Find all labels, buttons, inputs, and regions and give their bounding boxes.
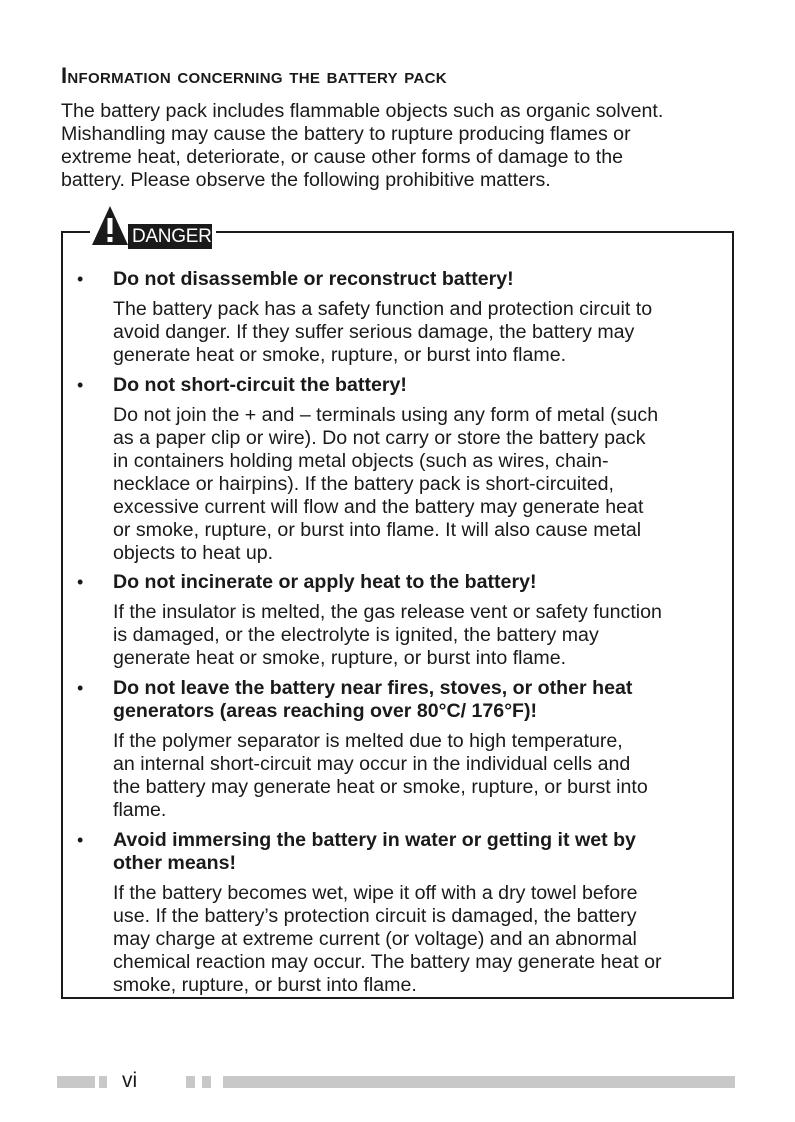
bullet: • (77, 572, 84, 592)
footer-bar-mid-1 (186, 1076, 195, 1088)
bullet: • (77, 269, 84, 289)
danger-text: DANGER (128, 224, 212, 249)
footer-bar-left-small (99, 1076, 107, 1088)
footer-bar-mid-2 (202, 1076, 211, 1088)
item-body: If the polymer separator is melted due to high temperature, an internal short-circuit may occur in the individual cells and the battery may generate heat or smoke, rupture, or burst into flame. (113, 730, 648, 821)
item-body: If the battery becomes wet, wipe it off with a dry towel before use. If the battery’s protection circuit is damaged, the battery may charge at extreme current (or voltage) and an abnormal chemical reaction may occur. The battery may generate heat or smoke, rupture, or burst into flame. (113, 882, 662, 996)
intro-paragraph: The battery pack includes flammable objects such as organic solvent. Mishandling may cause the battery to rupture producing flames or extreme heat, deteriorate, or cause other forms of damage to the battery. Please observe the following prohibitive matters. (61, 100, 664, 191)
danger-label (90, 205, 216, 247)
item-heading: Do not incinerate or apply heat to the battery! (113, 571, 537, 593)
item-heading: Do not leave the battery near fires, stoves, or other heat generators (areas reaching over 80°C/ 176°F)! (113, 677, 633, 722)
footer-bar-left (57, 1076, 95, 1088)
item-body: If the insulator is melted, the gas release vent or safety function is damaged, or the electrolyte is ignited, the battery may generate heat or smoke, rupture, or burst into flame. (113, 601, 662, 669)
section-title: Information concerning the battery pack (61, 63, 447, 88)
bullet: • (77, 375, 84, 395)
page-number: vi (122, 1069, 138, 1092)
item-heading: Do not disassemble or reconstruct battery! (113, 268, 514, 290)
item-body: Do not join the + and – terminals using any form of metal (such as a paper clip or wire). Do not carry or store the battery pack in containers holding metal objects (such as wires, chain- necklace or hairpins). If the battery pack is short-circuited, excessive current will flow and the battery may generate heat or smoke, rupture, or burst into flame. It will also cause metal objects to heat up. (113, 404, 659, 564)
bullet: • (77, 830, 84, 850)
bullet: • (77, 678, 84, 698)
footer-bar-right (223, 1076, 735, 1088)
item-heading: Avoid immersing the battery in water or getting it wet by other means! (113, 829, 636, 874)
item-heading: Do not short-circuit the battery! (113, 374, 407, 396)
item-body: The battery pack has a safety function and protection circuit to avoid danger. If they suffer serious damage, the battery may generate heat or smoke, rupture, or burst into flame. (113, 298, 653, 366)
